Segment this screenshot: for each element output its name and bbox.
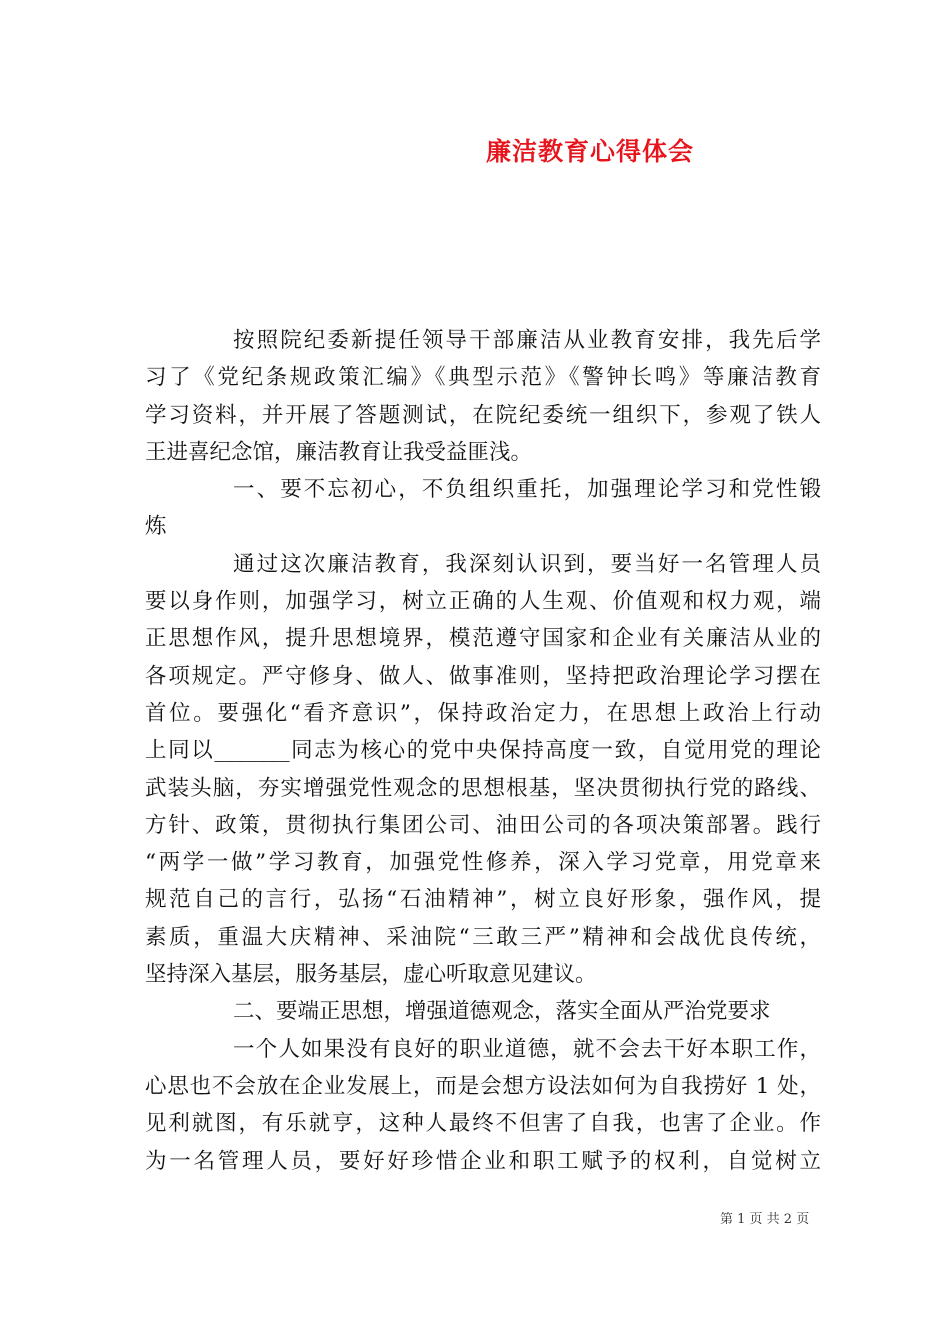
text-line: 习了《党纪条规政策汇编》《典型示范》《警钟长鸣》等廉洁教育 xyxy=(145,365,821,391)
text-line: 规范自己的言行，弘扬“石油精神”，树立良好形象，强作风，提 xyxy=(145,887,821,913)
text-line: 王进喜纪念馆，廉洁教育让我受益匪浅。 xyxy=(145,439,533,465)
text-line: 见利就图，有乐就亨，这种人最终不但害了自我，也害了企业。作 xyxy=(145,1111,821,1137)
text-line: 按照院纪委新提任领导干部廉洁从业教育安排，我先后学 xyxy=(233,328,821,353)
text-line: 二、要端正思想，增强道德观念，落实全面从严治党要求 xyxy=(233,999,771,1025)
text-line: 首位。要强化“看齐意识”，保持政治定力，在思想上政治上行动 xyxy=(145,700,821,726)
text-line: 为一名管理人员，要好好珍惜企业和职工赋予的权利，自觉树立 xyxy=(145,1148,821,1174)
text-line: 方针、政策，贯彻执行集团公司、油田公司的各项决策部署。践行 xyxy=(145,812,821,838)
text-line: “两学一做”学习教育，加强党性修养，深入学习党章，用党章来 xyxy=(145,850,821,876)
text-line: 学习资料，并开展了答题测试，在院纪委统一组织下，参观了铁人 xyxy=(145,402,821,428)
text-line: 要以身作则，加强学习，树立正确的人生观、价值观和权力观，端 xyxy=(145,589,821,615)
text-line: 坚持深入基层，服务基层，虚心听取意见建议。 xyxy=(145,962,597,988)
text-line: 上同以_______同志为核心的党中央保持高度一致，自觉用党的理论 xyxy=(145,738,821,764)
text-line: 通过这次廉洁教育，我深刻认识到，要当好一名管理人员 xyxy=(233,551,821,577)
text-line: 正思想作风，提升思想境界，模范遵守国家和企业有关廉洁从业的 xyxy=(145,626,821,652)
text-line: 素质，重温大庆精神、采油院“三敢三严”精神和会战优良传统， xyxy=(145,924,821,950)
page-footer: 第 1 页 共 2 页 xyxy=(720,1212,810,1227)
text-line: 心思也不会放在企业发展上，而是会想方设法如何为自我捞好 1 处， xyxy=(145,1073,821,1099)
text-line: 一个人如果没有良好的职业道德，就不会去干好本职工作， xyxy=(233,1036,821,1062)
text-line: 一、要不忘初心，不负组织重托，加强理论学习和党性锻 xyxy=(233,477,821,503)
text-line: 各项规定。严守修身、做人、做事准则，坚持把政治理论学习摆在 xyxy=(145,663,821,689)
document-body xyxy=(145,322,821,1180)
text-line: 武装头脑，夯实增强党性观念的思想根基，坚决贯彻执行党的路线、 xyxy=(145,775,821,801)
document-title: 廉洁教育心得体会 xyxy=(485,137,694,166)
text-line: 炼 xyxy=(145,514,167,540)
